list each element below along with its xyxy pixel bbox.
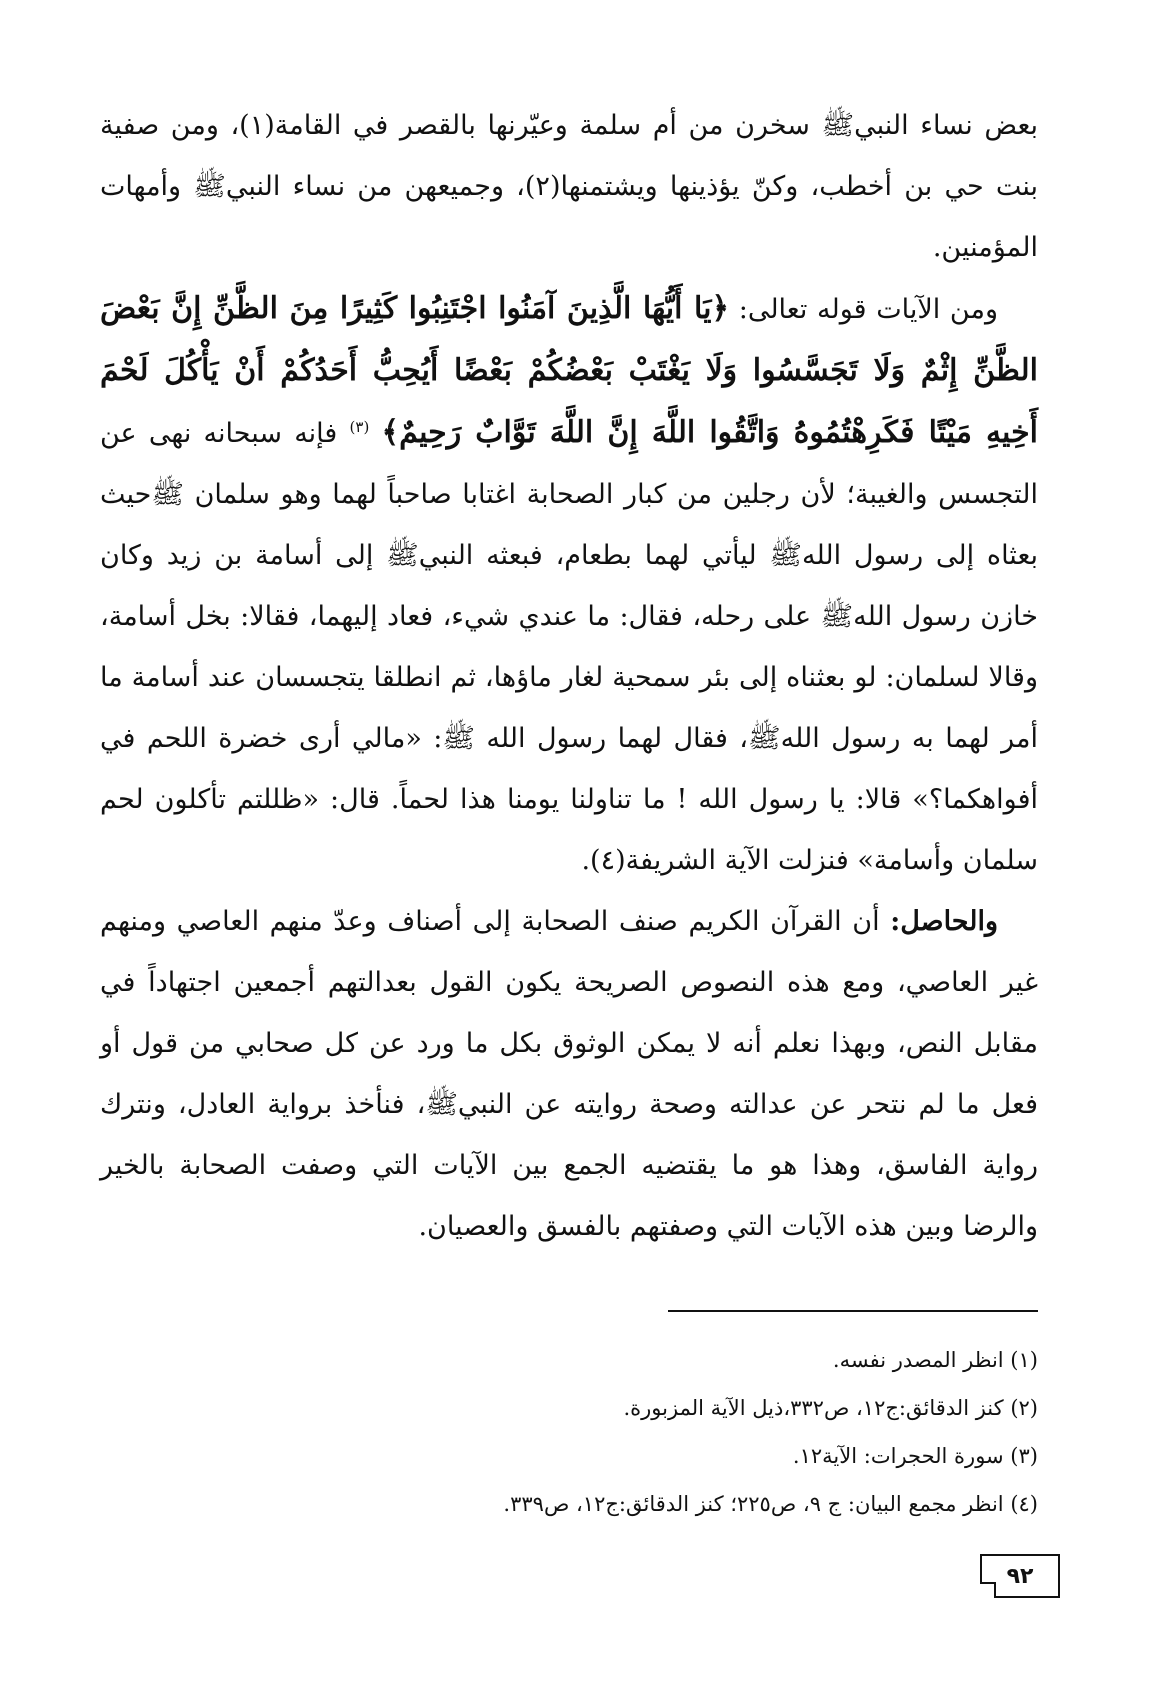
footnote-2: (٢) كنز الدقائق:ج١٢، ص٣٣٢،ذيل الآية المزبورة.: [623, 1396, 1038, 1420]
paragraph-2: [100, 278, 1038, 891]
footnote-ref: (٣): [349, 418, 370, 436]
main-text: [100, 95, 1038, 1257]
quran-verse: ﴿يَا أَيُّهَا الَّذِينَ آمَنُوا اجْتَنِبُوا كَثِيرًا مِنَ الظَّنِّ إِنَّ بَعْضَ الظَّنِّ إِثْمٌ وَلَا تَجَسَّسُوا وَلَا يَغْتَبْ بَعْضُكُمْ بَعْضًا أَيُحِبُّ أَحَدُكُمْ أَنْ يَأْكُلَ لَحْمَ أَخِيهِ مَيْتًا فَكَرِهْتُمُوهُ وَاتَّقُوا اللَّهَ إِنَّ اللَّهَ تَوَّابٌ رَحِيمٌ﴾: [100, 291, 1038, 450]
conclusion-label: والحاصل:: [890, 906, 998, 937]
footnote-3: (٣) سورة الحجرات: الآية١٢.: [792, 1444, 1038, 1468]
footnote-4: (٤) انظر مجمع البيان: ج ٩، ص٢٢٥؛ كنز الدقائق:ج١٢، ص٣٣٩.: [503, 1492, 1038, 1516]
paragraph-3-body: أن القرآن الكريم صنف الصحابة إلى أصناف وعدّ منهم العاصي ومنهم غير العاصي، ومع هذه النصوص الصريحة يكون القول بعدالتهم أجمعين اجتهاداً في مقابل النص، وبهذا نعلم أنه لا يمكن الوثوق بكل ما ورد عن كل صحابي من قول أو فعل ما لم نتحر عن عدالته وصحة روايته عن النبيﷺ، فنأخذ برواية العادل، ونترك رواية الفاسق، وهذا هو ما يقتضيه الجمع بين الآيات التي وصفت الصحابة بالخير والرضا وبين هذه الآيات التي وصفتهم بالفسق والعصيان.: [100, 906, 1038, 1242]
footnote-divider: [668, 1310, 1038, 1312]
paragraph-2-body: فإنه سبحانه نهى عن التجسس والغيبة؛ لأن رجلين من كبار الصحابة اغتابا صاحباً لهما وهو سلمان ﷺحيث بعثاه إلى رسول اللهﷺ ليأتي لهما بطعام، فبعثه النبيﷺ إلى أسامة بن زيد وكان خازن رسول اللهﷺ على رحله، فقال: ما عندي شيء، فعاد إليهما، فقالا: بخل أسامة، وقالا لسلمان: لو بعثناه إلى بئر سمحية لغار ماؤها، ثم انطلقا يتجسسان عند أسامة ما أمر لهما به رسول اللهﷺ، فقال لهما رسول الله ﷺ: «مالي أرى خضرة اللحم في أفواهكما؟» قالا: يا رسول الله ! ما تناولنا يومنا هذا لحماً. قال: «ظللتم تأكلون لحم سلمان وأسامة» فنزلت الآية الشريفة(٤).: [100, 418, 1038, 876]
paragraph-1: بعض نساء النبيﷺ سخرن من أم سلمة وعيّرنها بالقصر في القامة(١)، ومن صفية بنت حي بن أخطب، وكنّ يؤذينها ويشتمنها(٢)، وجميعهن من نساء النبيﷺ وأمهات المؤمنين.: [100, 110, 1039, 263]
footnote-1: (١) انظر المصدر نفسه.: [832, 1348, 1038, 1372]
footnotes: [300, 1336, 1038, 1528]
verse-intro: ومن الآيات قوله تعالى:: [738, 294, 998, 325]
page-number-value: ٩٢: [1006, 1563, 1034, 1589]
paragraph-3: [100, 891, 1038, 1257]
page-number: [980, 1554, 1060, 1598]
